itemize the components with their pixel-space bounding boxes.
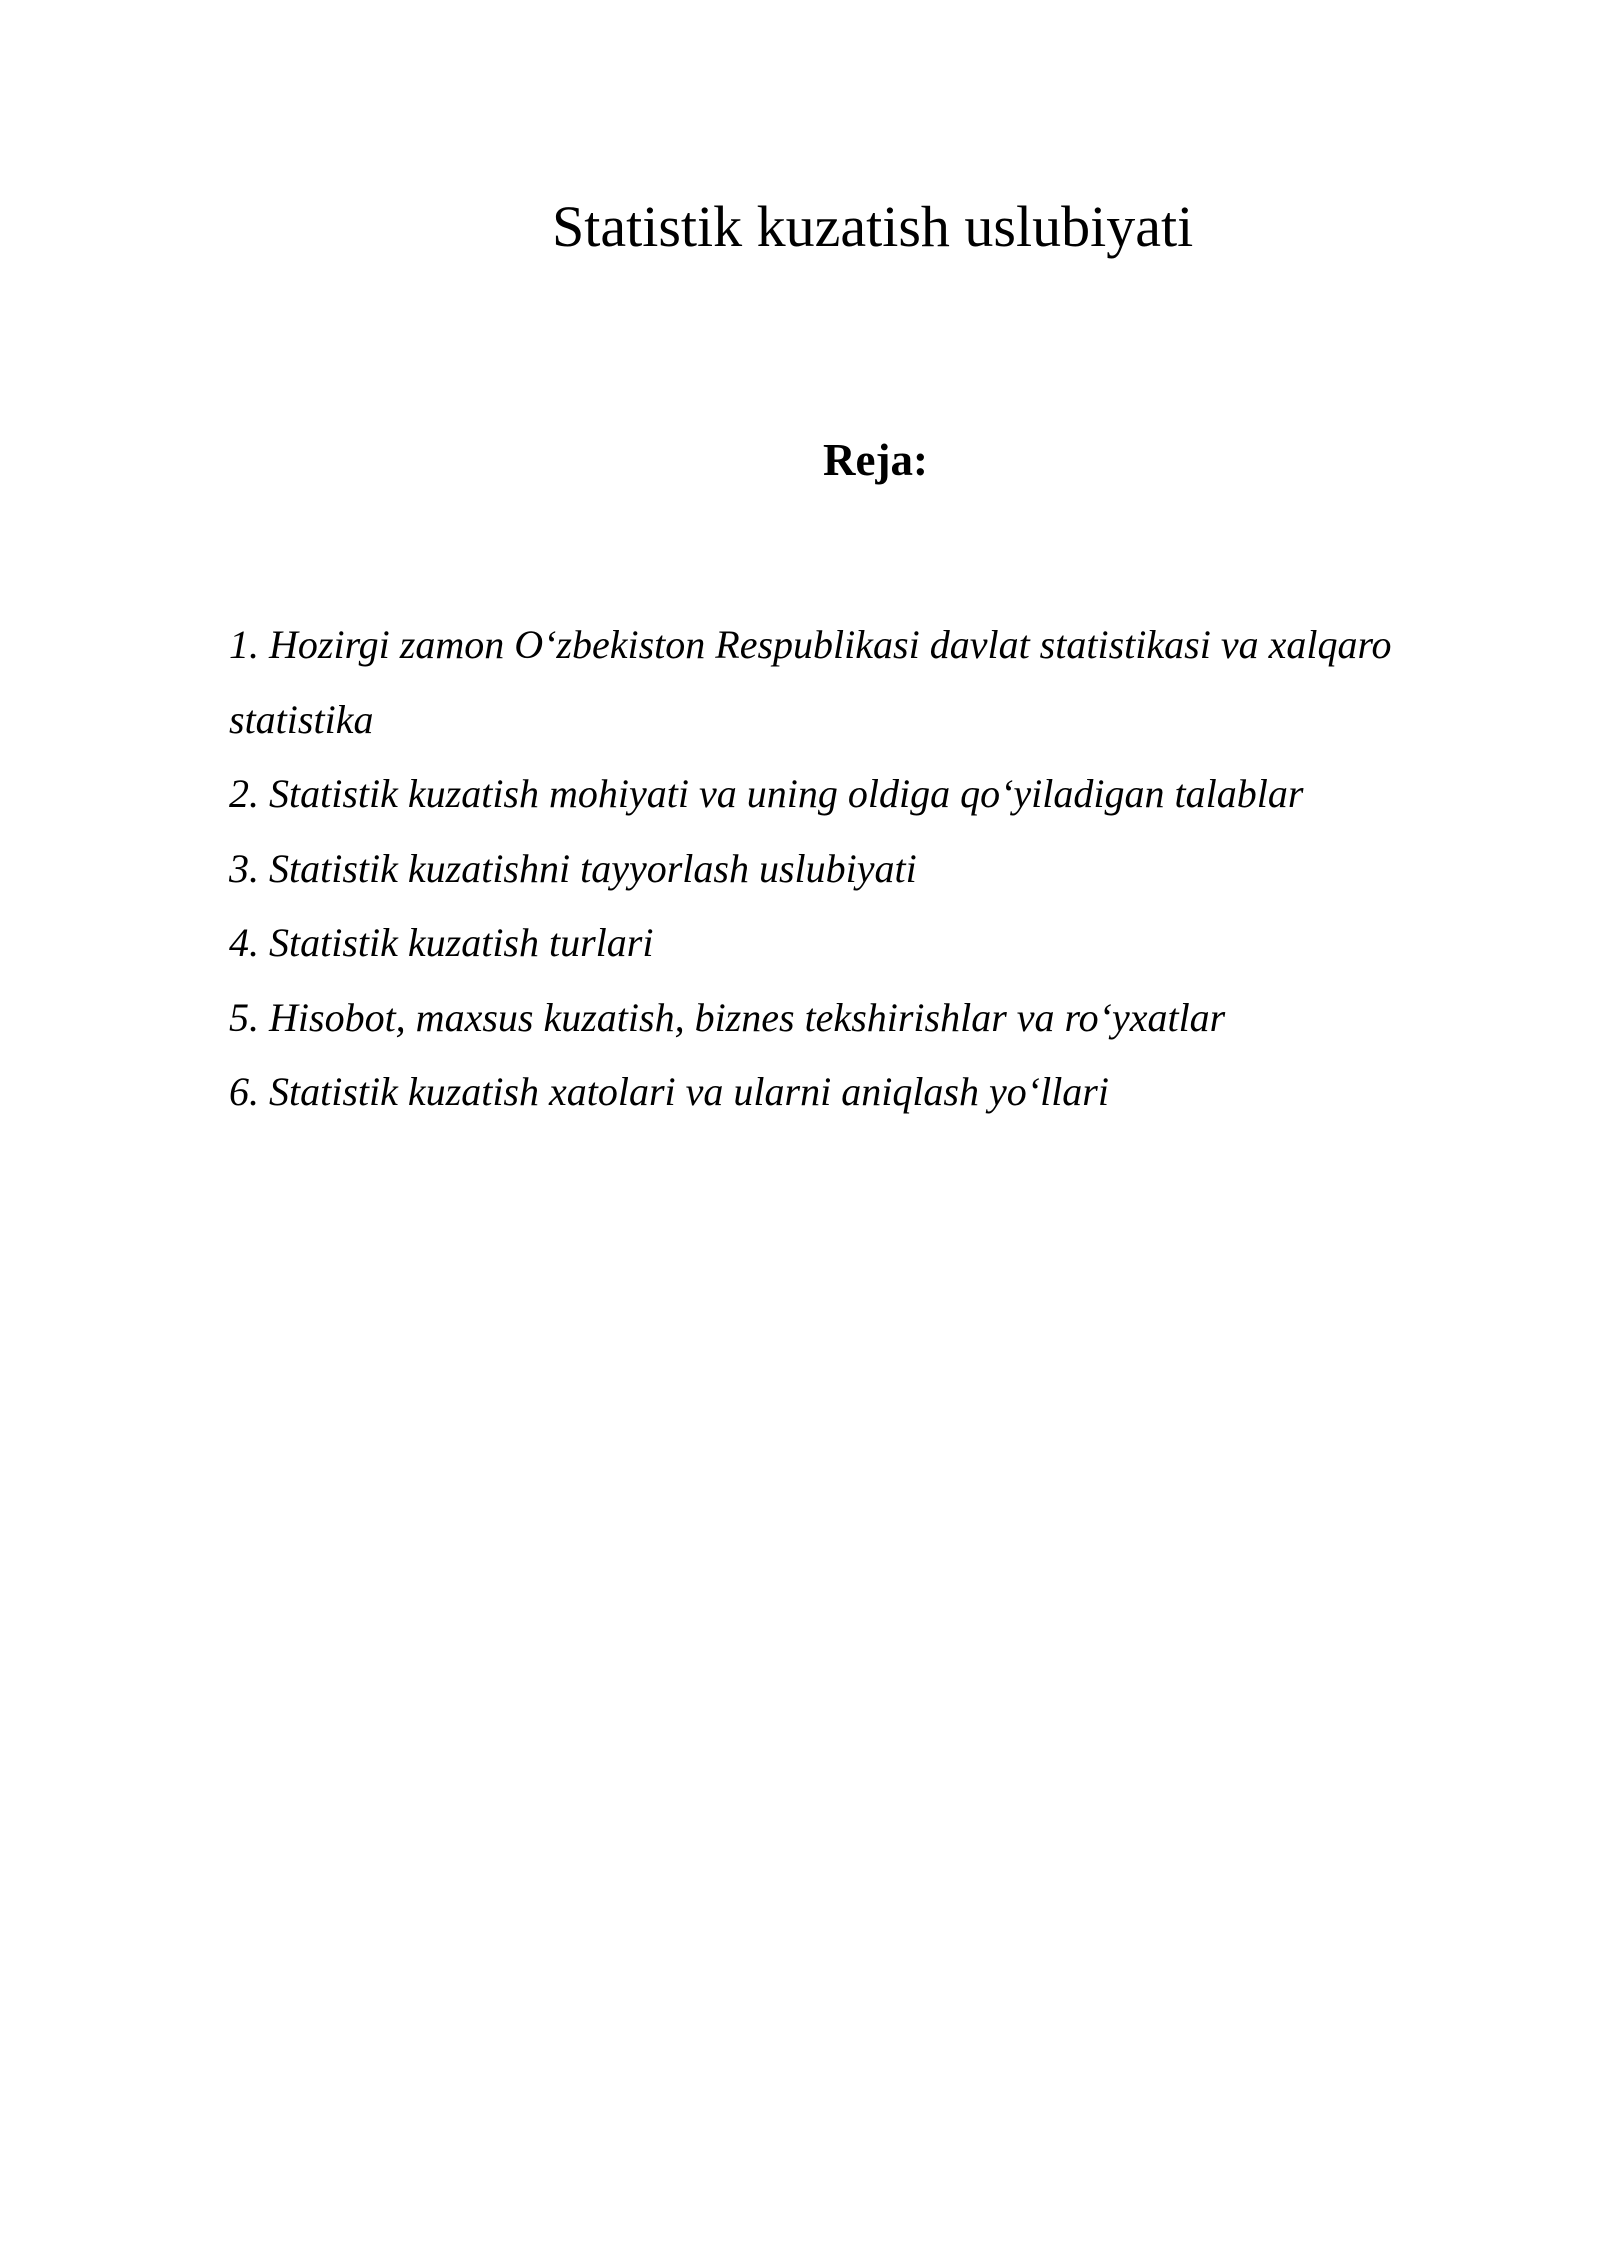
plan-item: 5. Hisobot, maxsus kuzatish, biznes tekshirishlar va ro‘yxatlar <box>229 994 1226 1040</box>
plan-item: 4. Statistik kuzatish turlari <box>229 920 654 965</box>
plan-item: 6. Statistik kuzatish xatolari va ularni aniqlash yo‘llari <box>229 1069 1109 1114</box>
plan-list <box>229 608 1409 1130</box>
document-title: Statistik kuzatish uslubiyati <box>552 194 1194 259</box>
plan-heading: Reja: <box>823 435 928 485</box>
plan-item: 3. Statistik kuzatishni tayyorlash uslubiyati <box>229 845 917 891</box>
plan-item: 2. Statistik kuzatish mohiyati va uning oldiga qo‘yiladigan talablar <box>229 771 1304 816</box>
plan-item: 1. Hozirgi zamon O‘zbekiston Respublikasi davlat statistikasi va xalqaro statistika <box>229 622 1392 742</box>
